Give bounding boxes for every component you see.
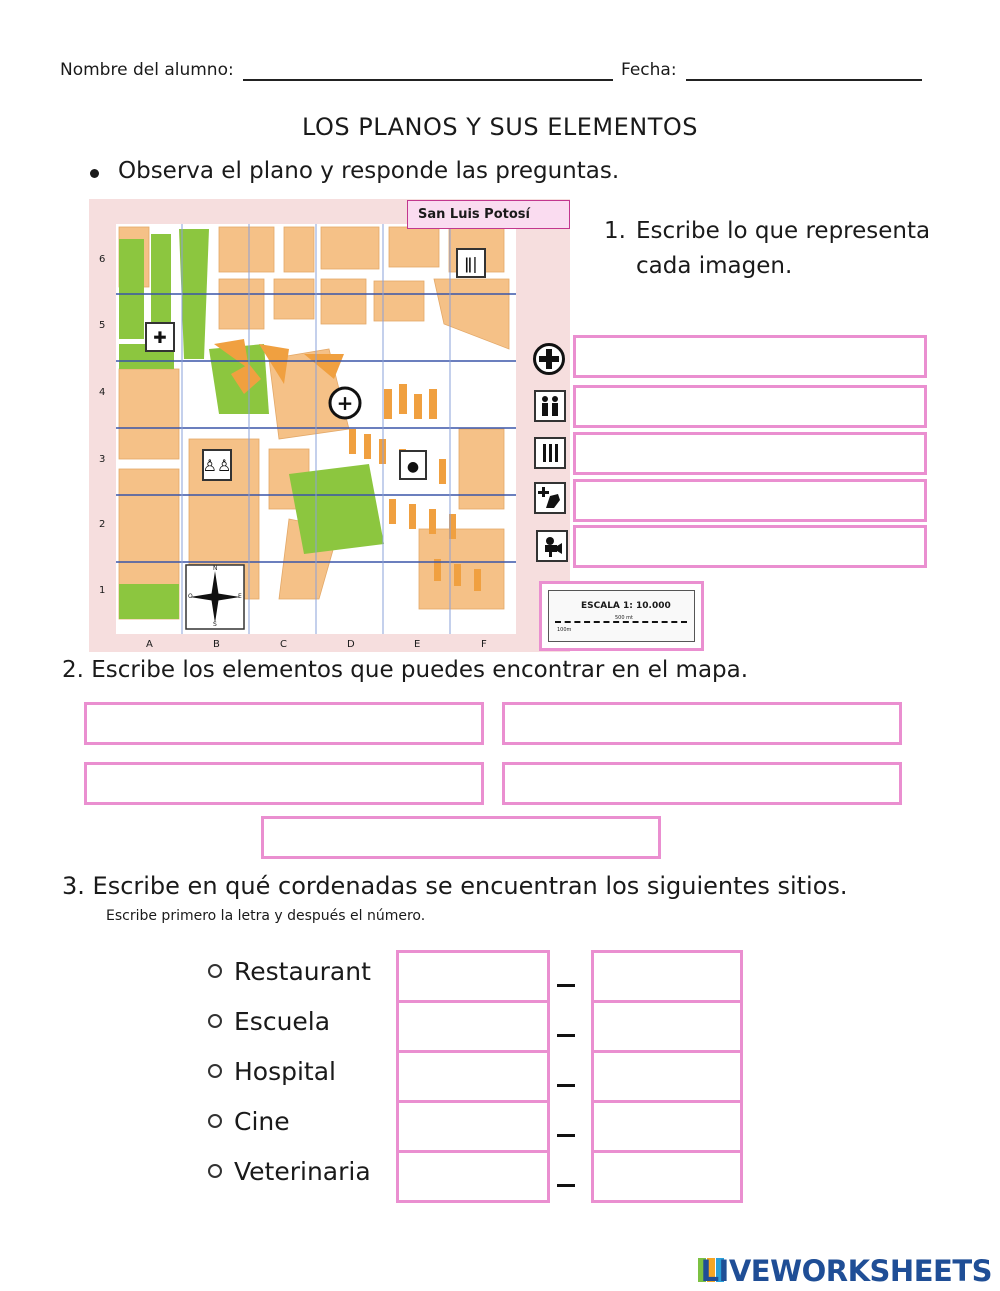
circle-bullet-icon (208, 1014, 222, 1028)
compass-south: S (213, 621, 217, 628)
column-label: D (347, 639, 355, 650)
circle-bullet-icon (208, 1164, 222, 1178)
site-veterinaria: Veterinaria (208, 1157, 371, 1186)
question-3: 3. Escribe en qué cordenadas se encuentran los siguientes sitios. (62, 872, 848, 900)
map-graphic (89, 199, 570, 652)
page-title: LOS PLANOS Y SUS ELEMENTOS (301, 113, 699, 141)
liveworksheets-brand[interactable]: LIVEWORKSHEETS (700, 1254, 992, 1288)
answer-box-q1-5[interactable] (573, 525, 927, 568)
dash-separator (557, 1184, 575, 1187)
answer-box-q2-2[interactable] (502, 702, 902, 745)
row-label: 6 (99, 254, 106, 265)
number-box-restaurant[interactable] (591, 950, 743, 1003)
instruction-text: Observa el plano y responde las preguntas. (118, 158, 620, 184)
row-label: 2 (99, 519, 106, 530)
bullet-icon (90, 169, 99, 178)
student-name-label: Nombre del alumno: (60, 60, 234, 80)
compass-east: E (238, 593, 242, 600)
letter-box-restaurant[interactable] (396, 950, 550, 1003)
scale-box (548, 590, 695, 642)
answer-box-q2-3[interactable] (84, 762, 484, 805)
column-label: E (414, 639, 421, 650)
question-1-line2: cada imagen. (636, 253, 793, 279)
scale-500: 500 mt (615, 615, 633, 621)
dash-separator (557, 1134, 575, 1137)
compass-north: N (213, 565, 218, 572)
svg-text:+: + (336, 391, 354, 415)
row-label: 3 (99, 454, 106, 465)
site-hospital: Hospital (208, 1057, 336, 1086)
column-label: F (481, 639, 487, 650)
hospital-icon (533, 343, 565, 375)
question-1 (604, 214, 930, 284)
column-label: C (280, 639, 287, 650)
letter-box-veterinaria[interactable] (396, 1150, 550, 1203)
column-label: B (213, 639, 220, 650)
dash-separator (557, 1084, 575, 1087)
question-3-subtext: Escribe primero la letra y después el número. (106, 908, 426, 924)
circle-bullet-icon (208, 964, 222, 978)
svg-text:●: ● (406, 459, 420, 475)
question-1-line1: Escribe lo que representa (636, 218, 931, 244)
question-2: 2. Escribe los elementos que puedes encontrar en el mapa. (62, 657, 749, 683)
circle-bullet-icon (208, 1064, 222, 1078)
site-restaurant: Restaurant (208, 957, 371, 986)
answer-box-q1-4[interactable] (573, 479, 927, 522)
site-cine: Cine (208, 1107, 290, 1136)
circle-bullet-icon (208, 1114, 222, 1128)
letter-box-hospital[interactable] (396, 1050, 550, 1103)
row-label: 4 (99, 387, 106, 398)
scale-bar (555, 621, 687, 623)
date-label: Fecha: (621, 60, 677, 80)
row-label: 5 (99, 320, 106, 331)
number-box-cine[interactable] (591, 1100, 743, 1153)
answer-box-q1-1[interactable] (573, 335, 927, 378)
svg-text:♙♙: ♙♙ (202, 456, 232, 475)
answer-box-q2-1[interactable] (84, 702, 484, 745)
city-label: San Luis Potosí (407, 200, 570, 229)
number-box-veterinaria[interactable] (591, 1150, 743, 1203)
letter-box-cine[interactable] (396, 1100, 550, 1153)
school-icon (534, 390, 566, 422)
vet-icon (534, 482, 566, 514)
question-1-number: 1. (604, 218, 626, 244)
scale-100: 100m (557, 627, 572, 633)
date-line[interactable] (686, 79, 922, 81)
letter-box-escuela[interactable] (396, 1000, 550, 1053)
site-escuela: Escuela (208, 1007, 330, 1036)
scale-title: ESCALA 1: 10.000 (581, 601, 671, 611)
dash-separator (557, 1034, 575, 1037)
svg-text:ǁ|: ǁ| (464, 254, 478, 273)
dash-separator (557, 984, 575, 987)
cinema-icon (536, 530, 568, 562)
city-map (89, 199, 570, 652)
student-name-line[interactable] (243, 79, 613, 81)
svg-text:✚: ✚ (153, 328, 167, 347)
number-box-hospital[interactable] (591, 1050, 743, 1103)
answer-box-q2-5[interactable] (261, 816, 661, 859)
column-label: A (146, 639, 153, 650)
row-label: 1 (99, 585, 106, 596)
compass-west: O (188, 593, 193, 600)
restaurant-icon (534, 437, 566, 469)
answer-box-q2-4[interactable] (502, 762, 902, 805)
answer-box-q1-2[interactable] (573, 385, 927, 428)
answer-box-q1-3[interactable] (573, 432, 927, 475)
number-box-escuela[interactable] (591, 1000, 743, 1053)
scale-frame (539, 581, 704, 651)
